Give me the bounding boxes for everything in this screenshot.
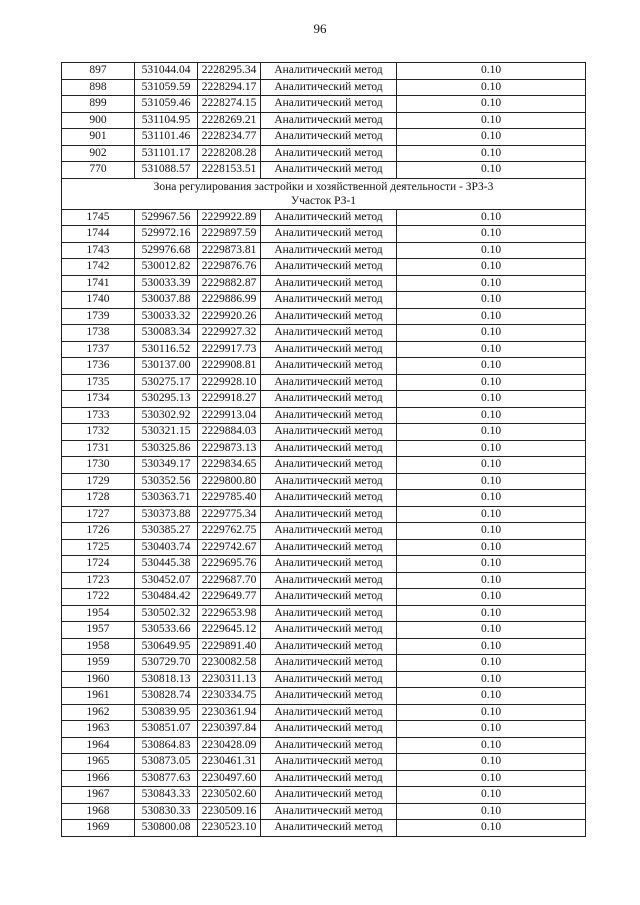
table-row (62, 242, 586, 259)
table-row (62, 226, 586, 243)
point-number-cell: 1742 (62, 259, 135, 276)
table-row (62, 622, 586, 639)
accuracy-cell: 0.10 (397, 129, 586, 146)
table-row (62, 209, 586, 226)
accuracy-cell: 0.10 (397, 407, 586, 424)
coord-x-cell: 530137.00 (135, 358, 198, 375)
coord-x-cell: 530325.86 (135, 440, 198, 457)
method-cell: Аналитический метод (261, 737, 397, 754)
accuracy-cell: 0.10 (397, 523, 586, 540)
table-row (62, 63, 586, 80)
method-cell: Аналитический метод (261, 209, 397, 226)
coord-y-cell: 2228274.15 (198, 96, 261, 113)
table-row (62, 275, 586, 292)
coord-y-cell: 2229775.34 (198, 506, 261, 523)
accuracy-cell: 0.10 (397, 242, 586, 259)
accuracy-cell: 0.10 (397, 721, 586, 738)
coord-x-cell: 531059.46 (135, 96, 198, 113)
coord-y-cell: 2229695.76 (198, 556, 261, 573)
coord-y-cell: 2229653.98 (198, 605, 261, 622)
coord-x-cell: 530818.13 (135, 671, 198, 688)
coord-y-cell: 2230428.09 (198, 737, 261, 754)
point-number-cell: 770 (62, 162, 135, 179)
accuracy-cell: 0.10 (397, 162, 586, 179)
coord-y-cell: 2229742.67 (198, 539, 261, 556)
table-row (62, 96, 586, 113)
coord-y-cell: 2229800.80 (198, 473, 261, 490)
coord-y-cell: 2229873.13 (198, 440, 261, 457)
method-cell: Аналитический метод (261, 275, 397, 292)
accuracy-cell: 0.10 (397, 79, 586, 96)
accuracy-cell: 0.10 (397, 671, 586, 688)
point-number-cell: 1739 (62, 308, 135, 325)
accuracy-cell: 0.10 (397, 589, 586, 606)
accuracy-cell: 0.10 (397, 473, 586, 490)
coord-y-cell: 2229876.76 (198, 259, 261, 276)
method-cell: Аналитический метод (261, 754, 397, 771)
coord-y-cell: 2230334.75 (198, 688, 261, 705)
table-row (62, 523, 586, 540)
accuracy-cell: 0.10 (397, 325, 586, 342)
point-number-cell: 1732 (62, 424, 135, 441)
point-number-cell: 1730 (62, 457, 135, 474)
coord-y-cell: 2230502.60 (198, 787, 261, 804)
table-body-after-zone (62, 209, 586, 836)
table-row (62, 112, 586, 129)
point-number-cell: 1731 (62, 440, 135, 457)
method-cell: Аналитический метод (261, 721, 397, 738)
method-cell: Аналитический метод (261, 162, 397, 179)
coord-x-cell: 530275.17 (135, 374, 198, 391)
table-row (62, 770, 586, 787)
table-row (62, 539, 586, 556)
table-row (62, 671, 586, 688)
table-row (62, 605, 586, 622)
point-number-cell: 1961 (62, 688, 135, 705)
method-cell: Аналитический метод (261, 523, 397, 540)
accuracy-cell: 0.10 (397, 259, 586, 276)
coord-y-cell: 2229913.04 (198, 407, 261, 424)
method-cell: Аналитический метод (261, 292, 397, 309)
method-cell: Аналитический метод (261, 63, 397, 80)
point-number-cell: 1736 (62, 358, 135, 375)
coord-x-cell: 531101.46 (135, 129, 198, 146)
coord-y-cell: 2229645.12 (198, 622, 261, 639)
coord-x-cell: 531104.95 (135, 112, 198, 129)
coord-y-cell: 2228153.51 (198, 162, 261, 179)
method-cell: Аналитический метод (261, 129, 397, 146)
accuracy-cell: 0.10 (397, 770, 586, 787)
coord-y-cell: 2229918.27 (198, 391, 261, 408)
table-row (62, 803, 586, 820)
point-number-cell: 1966 (62, 770, 135, 787)
table-row (62, 292, 586, 309)
accuracy-cell: 0.10 (397, 787, 586, 804)
table-row (62, 341, 586, 358)
point-number-cell: 1963 (62, 721, 135, 738)
coord-x-cell: 530012.82 (135, 259, 198, 276)
accuracy-cell: 0.10 (397, 292, 586, 309)
point-number-cell: 1723 (62, 572, 135, 589)
table-row (62, 457, 586, 474)
accuracy-cell: 0.10 (397, 96, 586, 113)
coord-y-cell: 2228208.28 (198, 145, 261, 162)
coord-x-cell: 531088.57 (135, 162, 198, 179)
method-cell: Аналитический метод (261, 506, 397, 523)
coord-y-cell: 2229891.40 (198, 638, 261, 655)
point-number-cell: 1729 (62, 473, 135, 490)
method-cell: Аналитический метод (261, 787, 397, 804)
coord-y-cell: 2229785.40 (198, 490, 261, 507)
method-cell: Аналитический метод (261, 112, 397, 129)
coord-x-cell: 529976.68 (135, 242, 198, 259)
method-cell: Аналитический метод (261, 490, 397, 507)
coord-x-cell: 530363.71 (135, 490, 198, 507)
coord-x-cell: 530729.70 (135, 655, 198, 672)
table-row (62, 655, 586, 672)
method-cell: Аналитический метод (261, 325, 397, 342)
point-number-cell: 1738 (62, 325, 135, 342)
point-number-cell: 901 (62, 129, 135, 146)
table-row (62, 721, 586, 738)
coord-y-cell: 2229886.99 (198, 292, 261, 309)
coord-y-cell: 2229873.81 (198, 242, 261, 259)
coord-x-cell: 531059.59 (135, 79, 198, 96)
accuracy-cell: 0.10 (397, 209, 586, 226)
coord-y-cell: 2229834.65 (198, 457, 261, 474)
table-row (62, 424, 586, 441)
table-row (62, 162, 586, 179)
table-row (62, 308, 586, 325)
coord-y-cell: 2230361.94 (198, 704, 261, 721)
accuracy-cell: 0.10 (397, 63, 586, 80)
point-number-cell: 900 (62, 112, 135, 129)
coord-y-cell: 2228269.21 (198, 112, 261, 129)
method-cell: Аналитический метод (261, 440, 397, 457)
method-cell: Аналитический метод (261, 259, 397, 276)
accuracy-cell: 0.10 (397, 457, 586, 474)
point-number-cell: 1727 (62, 506, 135, 523)
zone-title: Зона регулирования застройки и хозяйственной деятельности - ЗРЗ-3 (153, 180, 494, 193)
table-row (62, 325, 586, 342)
table-row (62, 688, 586, 705)
table-row (62, 754, 586, 771)
coord-y-cell: 2229897.59 (198, 226, 261, 243)
point-number-cell: 1722 (62, 589, 135, 606)
point-number-cell: 1743 (62, 242, 135, 259)
accuracy-cell: 0.10 (397, 226, 586, 243)
point-number-cell: 1960 (62, 671, 135, 688)
coord-x-cell: 530321.15 (135, 424, 198, 441)
coord-y-cell: 2230397.84 (198, 721, 261, 738)
coord-y-cell: 2230461.31 (198, 754, 261, 771)
table-row (62, 79, 586, 96)
coord-y-cell: 2229922.89 (198, 209, 261, 226)
coord-x-cell: 530403.74 (135, 539, 198, 556)
method-cell: Аналитический метод (261, 539, 397, 556)
point-number-cell: 1724 (62, 556, 135, 573)
coord-y-cell: 2229927.32 (198, 325, 261, 342)
accuracy-cell: 0.10 (397, 605, 586, 622)
method-cell: Аналитический метод (261, 457, 397, 474)
coord-x-cell: 530033.39 (135, 275, 198, 292)
method-cell: Аналитический метод (261, 407, 397, 424)
coord-y-cell: 2229920.26 (198, 308, 261, 325)
coord-x-cell: 530083.34 (135, 325, 198, 342)
table-row (62, 638, 586, 655)
coord-x-cell: 530873.05 (135, 754, 198, 771)
coord-x-cell: 531101.17 (135, 145, 198, 162)
point-number-cell: 1725 (62, 539, 135, 556)
method-cell: Аналитический метод (261, 96, 397, 113)
accuracy-cell: 0.10 (397, 539, 586, 556)
table-body-before-zone (62, 63, 586, 179)
coord-x-cell: 530116.52 (135, 341, 198, 358)
coord-y-cell: 2229917.73 (198, 341, 261, 358)
point-number-cell: 1741 (62, 275, 135, 292)
coord-x-cell: 530843.33 (135, 787, 198, 804)
coord-x-cell: 531044.04 (135, 63, 198, 80)
method-cell: Аналитический метод (261, 424, 397, 441)
method-cell: Аналитический метод (261, 374, 397, 391)
point-number-cell: 1745 (62, 209, 135, 226)
coord-y-cell: 2230311.13 (198, 671, 261, 688)
accuracy-cell: 0.10 (397, 803, 586, 820)
table-row (62, 374, 586, 391)
point-number-cell: 1964 (62, 737, 135, 754)
accuracy-cell: 0.10 (397, 737, 586, 754)
point-number-cell: 902 (62, 145, 135, 162)
method-cell: Аналитический метод (261, 803, 397, 820)
coord-y-cell: 2230497.60 (198, 770, 261, 787)
accuracy-cell: 0.10 (397, 440, 586, 457)
point-number-cell: 1968 (62, 803, 135, 820)
point-number-cell: 1969 (62, 820, 135, 837)
point-number-cell: 1959 (62, 655, 135, 672)
point-number-cell: 1733 (62, 407, 135, 424)
method-cell: Аналитический метод (261, 556, 397, 573)
table-row (62, 737, 586, 754)
zone-header-cell (62, 178, 586, 209)
point-number-cell: 1726 (62, 523, 135, 540)
coord-y-cell: 2229882.87 (198, 275, 261, 292)
coord-x-cell: 530349.17 (135, 457, 198, 474)
coordinates-table (61, 62, 586, 837)
method-cell: Аналитический метод (261, 704, 397, 721)
accuracy-cell: 0.10 (397, 275, 586, 292)
table-row (62, 391, 586, 408)
coord-x-cell: 530649.95 (135, 638, 198, 655)
method-cell: Аналитический метод (261, 770, 397, 787)
accuracy-cell: 0.10 (397, 490, 586, 507)
coord-y-cell: 2229928.10 (198, 374, 261, 391)
method-cell: Аналитический метод (261, 820, 397, 837)
page-number: 96 (313, 21, 327, 36)
accuracy-cell: 0.10 (397, 820, 586, 837)
coord-x-cell: 530037.88 (135, 292, 198, 309)
point-number-cell: 1965 (62, 754, 135, 771)
coord-x-cell: 530839.95 (135, 704, 198, 721)
table-row (62, 589, 586, 606)
point-number-cell: 1740 (62, 292, 135, 309)
method-cell: Аналитический метод (261, 572, 397, 589)
point-number-cell: 1957 (62, 622, 135, 639)
table-row (62, 506, 586, 523)
point-number-cell: 1962 (62, 704, 135, 721)
coord-y-cell: 2229687.70 (198, 572, 261, 589)
method-cell: Аналитический метод (261, 655, 397, 672)
accuracy-cell: 0.10 (397, 622, 586, 639)
table-row (62, 259, 586, 276)
coord-x-cell: 530877.63 (135, 770, 198, 787)
coord-y-cell: 2230523.10 (198, 820, 261, 837)
zone-header-section (62, 178, 586, 209)
coord-y-cell: 2229649.77 (198, 589, 261, 606)
point-number-cell: 899 (62, 96, 135, 113)
accuracy-cell: 0.10 (397, 358, 586, 375)
coord-x-cell: 530830.33 (135, 803, 198, 820)
accuracy-cell: 0.10 (397, 145, 586, 162)
point-number-cell: 1728 (62, 490, 135, 507)
method-cell: Аналитический метод (261, 391, 397, 408)
table-row (62, 129, 586, 146)
point-number-cell: 1958 (62, 638, 135, 655)
accuracy-cell: 0.10 (397, 374, 586, 391)
accuracy-cell: 0.10 (397, 424, 586, 441)
table-row (62, 358, 586, 375)
coord-x-cell: 530302.92 (135, 407, 198, 424)
coord-y-cell: 2228294.17 (198, 79, 261, 96)
point-number-cell: 1954 (62, 605, 135, 622)
table-row (62, 572, 586, 589)
table-row (62, 440, 586, 457)
coord-x-cell: 530533.66 (135, 622, 198, 639)
method-cell: Аналитический метод (261, 79, 397, 96)
method-cell: Аналитический метод (261, 242, 397, 259)
coord-y-cell: 2229908.81 (198, 358, 261, 375)
table-row (62, 787, 586, 804)
point-number-cell: 897 (62, 63, 135, 80)
zone-subtitle: Участок РЗ-1 (290, 194, 357, 207)
accuracy-cell: 0.10 (397, 556, 586, 573)
coord-x-cell: 530445.38 (135, 556, 198, 573)
method-cell: Аналитический метод (261, 622, 397, 639)
accuracy-cell: 0.10 (397, 506, 586, 523)
table-row (62, 556, 586, 573)
coord-y-cell: 2228295.34 (198, 63, 261, 80)
coord-x-cell: 530352.56 (135, 473, 198, 490)
table-row (62, 704, 586, 721)
method-cell: Аналитический метод (261, 358, 397, 375)
point-number-cell: 1734 (62, 391, 135, 408)
method-cell: Аналитический метод (261, 688, 397, 705)
table-row (62, 490, 586, 507)
coord-x-cell: 530033.32 (135, 308, 198, 325)
accuracy-cell: 0.10 (397, 638, 586, 655)
table-row (62, 407, 586, 424)
accuracy-cell: 0.10 (397, 391, 586, 408)
coord-x-cell: 530373.88 (135, 506, 198, 523)
point-number-cell: 1967 (62, 787, 135, 804)
table-row (62, 473, 586, 490)
method-cell: Аналитический метод (261, 589, 397, 606)
accuracy-cell: 0.10 (397, 112, 586, 129)
coord-x-cell: 530828.74 (135, 688, 198, 705)
point-number-cell: 1744 (62, 226, 135, 243)
method-cell: Аналитический метод (261, 671, 397, 688)
accuracy-cell: 0.10 (397, 341, 586, 358)
coord-x-cell: 530295.13 (135, 391, 198, 408)
accuracy-cell: 0.10 (397, 754, 586, 771)
coord-y-cell: 2229762.75 (198, 523, 261, 540)
accuracy-cell: 0.10 (397, 688, 586, 705)
point-number-cell: 1737 (62, 341, 135, 358)
point-number-cell: 1735 (62, 374, 135, 391)
method-cell: Аналитический метод (261, 308, 397, 325)
coord-x-cell: 530385.27 (135, 523, 198, 540)
method-cell: Аналитический метод (261, 341, 397, 358)
method-cell: Аналитический метод (261, 473, 397, 490)
table-row (62, 820, 586, 837)
coord-y-cell: 2228234.77 (198, 129, 261, 146)
accuracy-cell: 0.10 (397, 704, 586, 721)
method-cell: Аналитический метод (261, 605, 397, 622)
coord-x-cell: 529967.56 (135, 209, 198, 226)
coord-y-cell: 2230082.58 (198, 655, 261, 672)
accuracy-cell: 0.10 (397, 308, 586, 325)
method-cell: Аналитический метод (261, 226, 397, 243)
accuracy-cell: 0.10 (397, 572, 586, 589)
coord-x-cell: 529972.16 (135, 226, 198, 243)
coord-y-cell: 2229884.03 (198, 424, 261, 441)
coord-x-cell: 530484.42 (135, 589, 198, 606)
table-row (62, 145, 586, 162)
method-cell: Аналитический метод (261, 638, 397, 655)
point-number-cell: 898 (62, 79, 135, 96)
coord-y-cell: 2230509.16 (198, 803, 261, 820)
coord-x-cell: 530851.07 (135, 721, 198, 738)
zone-header-row (62, 178, 586, 209)
coord-x-cell: 530864.83 (135, 737, 198, 754)
accuracy-cell: 0.10 (397, 655, 586, 672)
method-cell: Аналитический метод (261, 145, 397, 162)
coord-x-cell: 530452.07 (135, 572, 198, 589)
coord-x-cell: 530502.32 (135, 605, 198, 622)
coord-x-cell: 530800.08 (135, 820, 198, 837)
